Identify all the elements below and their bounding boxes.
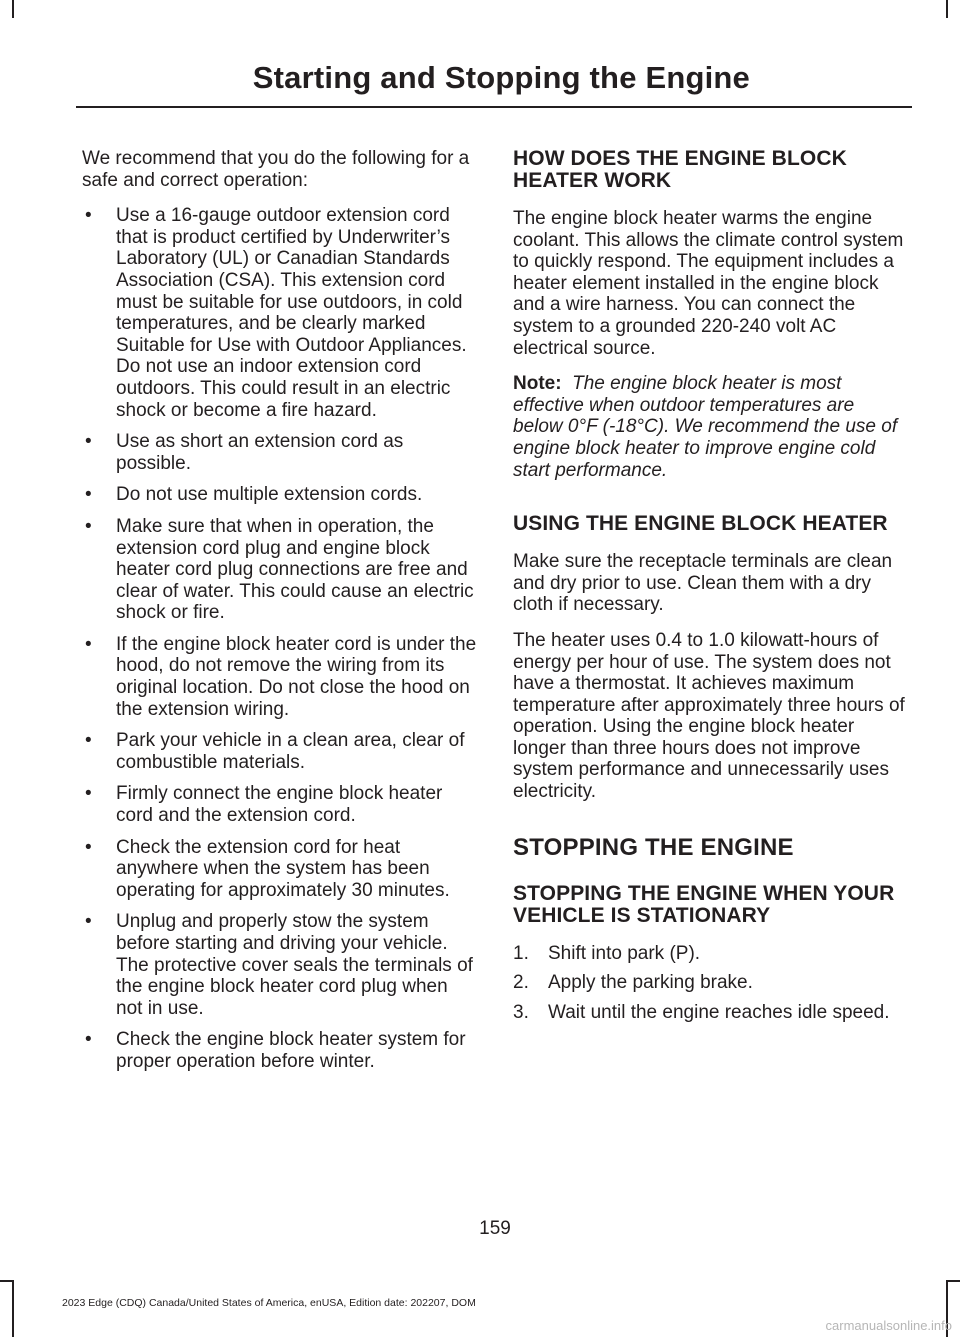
crop-mark-top-right-vertical: [946, 0, 948, 18]
title-divider: [76, 106, 912, 108]
note-paragraph: [513, 373, 909, 481]
list-item: 2. Apply the parking brake.: [513, 972, 753, 994]
right-column: [513, 148, 909, 1031]
stationary-heading: STOPPING THE ENGINE WHEN YOUR VEHICLE IS STATIONARY: [513, 881, 895, 927]
using-heater-heading: USING THE ENGINE BLOCK HEATER: [513, 512, 888, 536]
using-heater-paragraph-2: The heater uses 0.4 to 1.0 kilowatt-hours of energy per hour of use. The system does not have a thermostat. It achieves maximum temperature after approximately three hours of operation. Using the engine block heater longer than three hours does not improve system performance and unnecessarily uses electricity.: [513, 629, 905, 803]
note-label: Note:: [513, 373, 562, 395]
list-item: • Use as short an extension cord as possible.: [85, 431, 404, 474]
left-column: [82, 148, 478, 1083]
list-item: • Make sure that when in operation, the extension cord plug and engine block heater cord plug connections are free and clear of water. This could cause an electric shock or fire.: [85, 515, 474, 624]
list-item: • Firmly connect the engine block heater cord and the extension cord.: [85, 783, 443, 827]
page-title: Starting and Stopping the Engine: [252, 60, 750, 95]
step-number: 3.: [513, 1001, 529, 1023]
bullet-icon: •: [85, 730, 92, 752]
list-item: • If the engine block heater cord is under the hood, do not remove the wiring from its original location. Do not close the hood on the extension wiring.: [85, 633, 477, 720]
recommendation-list: [82, 205, 478, 1072]
how-heater-works-heading: HOW DOES THE ENGINE BLOCK HEATER WORK: [513, 147, 847, 192]
list-item: • Check the extension cord for heat anywhere when the system has been operating for approximately 30 minutes.: [85, 836, 450, 901]
intro-paragraph: We recommend that you do the following for a safe and correct operation:: [82, 148, 470, 191]
note-text: The engine block heater is most effective when outdoor temperatures are below 0°F (-18°C). We recommend the use of engine block heater to improve engine cold start performance.: [513, 373, 898, 481]
step-number: 2.: [513, 972, 529, 994]
crop-mark-bottom-right-horizontal: [946, 1280, 960, 1282]
list-item: 1. Shift into park (P).: [513, 942, 701, 964]
list-item: • Use a 16-gauge outdoor extension cord that is product certified by Underwriter’s Laboratory (UL) or Canadian Standards Association (CSA). This extension cord must be suitable for use outdoors, in cold temperatures, and be clearly marked Suitable for Use with Outdoor Appliances. Do not use an indoor extension cord outdoors. This could result in an electric shock or become a fire hazard.: [85, 205, 467, 421]
stopping-steps-list: [513, 943, 909, 1024]
watermark: carmanualsonline.info: [825, 1318, 952, 1333]
edition-footer: 2023 Edge (CDQ) Canada/United States of America, enUSA, Edition date: 202207, DOM: [62, 1297, 476, 1309]
page-number: 159: [479, 1218, 511, 1239]
bullet-icon: •: [85, 515, 92, 537]
crop-mark-bottom-left-vertical: [12, 1280, 14, 1337]
bullet-icon: •: [85, 431, 92, 453]
list-item: 3. Wait until the engine reaches idle speed.: [513, 1001, 890, 1023]
bullet-icon: •: [85, 205, 92, 227]
bullet-icon: •: [85, 911, 92, 933]
step-number: 1.: [513, 942, 529, 964]
list-item: • Do not use multiple extension cords.: [85, 484, 423, 506]
how-heater-works-paragraph: The engine block heater warms the engine coolant. This allows the climate control system to quickly respond. The equipment includes a heater element installed in the engine block and a wire harness. You can connect the system to a grounded 220-240 volt AC electrical source.: [513, 208, 904, 359]
list-item: • Unplug and properly stow the system before starting and driving your vehicle. The protective cover seals the terminals of the engine block heater cord plug when not in use.: [85, 911, 473, 1019]
list-item: • Check the engine block heater system for proper operation before winter.: [85, 1029, 466, 1072]
bullet-icon: •: [85, 633, 92, 655]
bullet-icon: •: [85, 484, 92, 506]
stopping-engine-heading: STOPPING THE ENGINE: [513, 833, 794, 861]
using-heater-paragraph-1: Make sure the receptacle terminals are clean and dry prior to use. Clean them with a dry cloth if necessary.: [513, 551, 893, 616]
crop-mark-bottom-left-horizontal: [0, 1280, 14, 1282]
crop-mark-top-left-vertical: [12, 0, 14, 18]
bullet-icon: •: [85, 836, 92, 858]
bullet-icon: •: [85, 1029, 92, 1051]
bullet-icon: •: [85, 783, 92, 805]
list-item: • Park your vehicle in a clean area, clear of combustible materials.: [85, 730, 465, 773]
